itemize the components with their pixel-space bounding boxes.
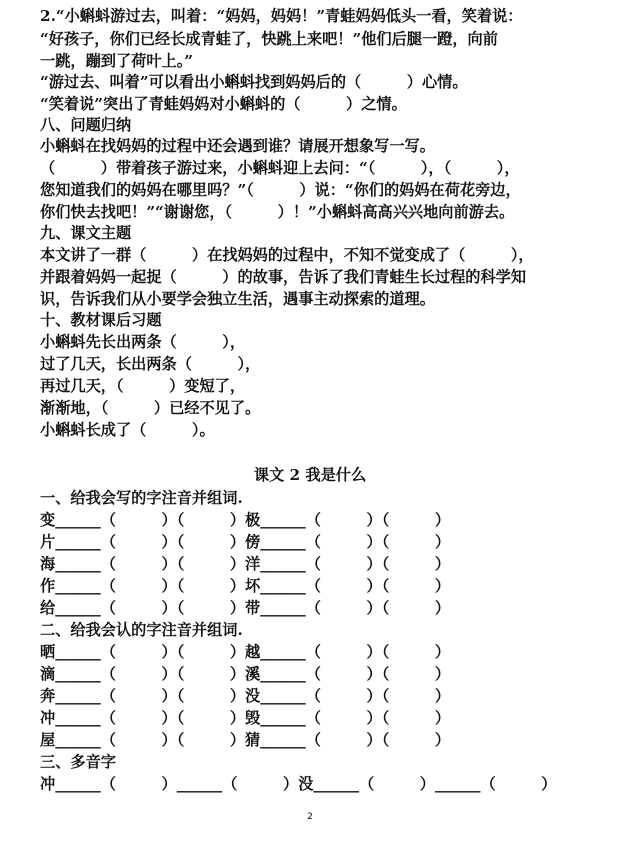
exercise-row: 屋______（ ）（ ）猜______（ ）（ ） (40, 731, 451, 749)
section-heading: 八、问题归纳 (40, 116, 132, 134)
text-line: 一跳，蹦到了荷叶上。” (40, 52, 194, 70)
exercise-row: 变______（ ）（ ）极______（ ）（ ） (40, 511, 451, 529)
text-line: “好孩子，你们已经长成青蛙了，快跳上来吧！”他们后腿一蹬，向前 (40, 30, 498, 48)
exercise-row: 给______（ ）（ ）带______（ ）（ ） (40, 599, 451, 617)
exercise-row: 作______（ ）（ ）坏______（ ）（ ） (40, 577, 451, 595)
question-line: 再过几天，（ ）变短了， (40, 377, 246, 395)
exercise-row: 奔______（ ）（ ）没______（ ）（ ） (40, 687, 451, 705)
question-line: 过了几天，长出两条（ ）， (40, 355, 261, 373)
section-heading: 九、课文主题 (40, 224, 132, 242)
section-heading: 十、教材课后习题 (40, 311, 162, 329)
question-line: 识，告诉我们从小要学会独立生活，遇事主动探索的道理。 (40, 290, 435, 308)
question-line: “笑着说”突出了青蛙妈妈对小蝌蚪的（ ）之情。 (40, 95, 407, 113)
exercise-row: 晒______（ ）（ ）越______（ ）（ ） (40, 643, 451, 661)
question-line: 本文讲了一群（ ）在找妈妈的过程中，不知不觉变成了（ ）， (40, 246, 534, 264)
question-line: 你们快去找吧！”“谢谢您，（ ）！”小蝌蚪高高兴兴地向前游去。 (40, 203, 515, 221)
lesson-title: 课文 2 我是什么 (253, 466, 367, 484)
text-line: 2.“小蝌蚪游过去，叫着：“妈妈，妈妈！”青蛙妈妈低头一看，笑着说： (40, 7, 523, 25)
exercise-row: 滴______（ ）（ ）溪______（ ）（ ） (40, 665, 451, 683)
section-heading: 二、给我会认的字注音并组词. (40, 621, 243, 639)
section-heading: 一、给我会写的字注音并组词. (40, 489, 243, 507)
exercise-row: 片______（ ）（ ）傍______（ ）（ ） (40, 533, 451, 551)
page-number: 2 (307, 812, 313, 822)
question-line: 小蝌蚪长成了（ ）。 (40, 421, 215, 439)
question-line: 小蝌蚪先长出两条（ ）， (40, 333, 246, 351)
exercise-row: 冲______（ ）______（ ）没______（ ）______（ ） (40, 775, 557, 793)
question-line: 您知道我们的妈妈在哪里吗？”（ ）说：“你们的妈妈在荷花旁边， (40, 181, 521, 199)
question-line: “游过去、叫着”可以看出小蝌蚪找到妈妈后的（ ）心情。 (40, 73, 468, 91)
exercise-row: 海______（ ）（ ）洋______（ ）（ ） (40, 555, 451, 573)
section-heading: 三、多音字 (40, 753, 116, 771)
exercise-row: 冲______（ ）（ ）毁______（ ）（ ） (40, 709, 451, 727)
question-line: 渐渐地，（ ）已经不见了。 (40, 399, 261, 417)
question-line: 并跟着妈妈一起捉（ ）的故事，告诉了我们青蛙生长过程的科学知 (40, 268, 526, 286)
question-line: 小蝌蚪在找妈妈的过程中还会遇到谁？请展开想象写一写。 (40, 137, 435, 155)
question-line: （ ）带着孩子游过来，小蝌蚪迎上去问：“（ ），（ ）， (40, 159, 520, 177)
